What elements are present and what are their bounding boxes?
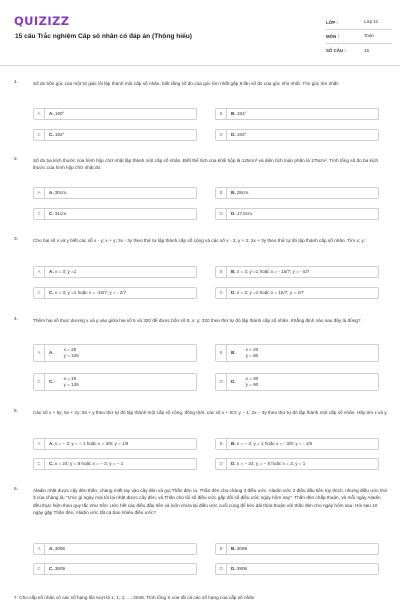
option-letter: C	[34, 374, 45, 390]
answer-option-a[interactable]	[33, 344, 197, 362]
option-text	[45, 441, 128, 447]
option-letter: A	[34, 439, 45, 449]
option-letter: C	[34, 564, 45, 574]
option-label: A.	[49, 110, 54, 116]
option-text	[227, 111, 246, 117]
option-value-pair	[64, 376, 79, 388]
meta-row-class	[326, 16, 392, 30]
question-2	[14, 157, 390, 227]
question-text: Số đo bốn góc của một tứ giác lồi lập thành một cấp số nhân, biết rằng số đo của góc lớn nhất gấp 8 lần số đo của góc nhỏ nhất. Tìm góc lớn nhất:	[33, 81, 340, 86]
option-value: 3609	[54, 565, 66, 571]
option-text	[45, 111, 64, 117]
answer-option-d[interactable]	[215, 563, 379, 575]
option-text	[45, 376, 79, 388]
question-6	[14, 487, 390, 583]
answer-option-d[interactable]	[215, 458, 379, 470]
option-value: 3069	[236, 545, 248, 551]
option-label: A.	[49, 545, 54, 551]
option-letter: B	[216, 439, 227, 449]
option-label: C.	[49, 210, 54, 216]
option-letter: A	[34, 188, 45, 198]
option-value-y: y = 125	[63, 353, 79, 358]
answer-option-d[interactable]	[215, 208, 379, 220]
meta-row-count	[326, 44, 392, 58]
answer-option-a[interactable]	[33, 438, 197, 450]
option-letter: B	[216, 267, 227, 277]
option-value: x = − 3; y = 1 hoặc x = - 3/8; y = - 1/8	[236, 440, 313, 446]
question-5	[14, 409, 390, 475]
option-value: x = 3; y =1 hoặc x = - 15/7; y = - 5/7	[236, 268, 310, 274]
answer-option-a[interactable]	[33, 108, 197, 120]
answer-option-d[interactable]	[215, 129, 379, 141]
option-letter: D	[216, 564, 227, 574]
meta-label: SỐ CÂU :	[326, 48, 346, 54]
answer-option-d[interactable]	[215, 287, 379, 299]
meta-value: Lớp 11	[364, 19, 379, 25]
option-text	[227, 269, 309, 275]
option-text	[45, 132, 64, 138]
option-value: 17,5cm.	[236, 210, 254, 216]
option-letter: D	[216, 209, 227, 219]
answer-option-b[interactable]	[215, 266, 379, 278]
answer-option-a[interactable]	[33, 187, 197, 199]
option-value: 193°	[236, 131, 247, 137]
option-value-y: y = 80	[245, 353, 259, 358]
question-number: 5.	[14, 409, 19, 414]
option-value: x = 3; y =1 hoặc x = -15/7; y = - 2/7	[54, 289, 127, 295]
question-text: Các số x + 6y; 5x + 2y; 8x + y theo thứ tự đó lập thành một cấp số cộng, đồng thời, các số x + 5/3; y − 1; 2x − 3y theo thứ tự đó lập thành một cấp số nhân. Hãy tìm x và y.	[33, 410, 388, 415]
answer-option-c[interactable]	[33, 563, 197, 575]
option-label: D.	[231, 210, 236, 216]
option-label: A.	[49, 268, 54, 274]
option-label: A.	[49, 349, 54, 355]
option-label: B.	[231, 545, 236, 551]
question-1	[14, 80, 390, 150]
option-text	[227, 290, 304, 296]
option-value: x = − 3; y = − 1 hoặc x = 3/8; y = 1/8	[54, 440, 129, 446]
option-letter: D	[216, 130, 227, 140]
option-label: C.	[49, 460, 54, 466]
option-letter: C	[34, 130, 45, 140]
option-label: A.	[49, 189, 54, 195]
answer-option-b[interactable]	[215, 344, 379, 362]
meta-row-subject	[326, 30, 392, 44]
question-number: 6.	[14, 487, 19, 492]
option-text	[45, 546, 65, 552]
option-value-y: y = 145	[63, 382, 79, 387]
answer-option-a[interactable]	[33, 266, 197, 278]
option-letter: A	[34, 109, 45, 119]
page-title: 15 câu Trắc nghiệm Cấp số nhân có đáp án (Thông hiểu)	[15, 33, 192, 40]
question-number: 2.	[14, 157, 19, 162]
option-value: 190°	[54, 110, 65, 116]
option-text	[227, 461, 305, 467]
option-label: C.	[49, 131, 54, 137]
option-value-pair	[246, 376, 259, 388]
question-text: Cho hai số x và y biết các số x - y; x + y; 3x - 3y theo thứ tự lập thành cấp số cộng và các số x - 2; y + 2; 2x + 3y theo thứ tự đó lập thành cấp số nhân. Tìm x; y:	[33, 238, 366, 243]
answer-option-d[interactable]	[215, 373, 379, 391]
option-label: D.	[231, 131, 236, 137]
option-value: x = 3; y =1	[54, 268, 77, 274]
option-label: B.	[231, 349, 236, 355]
meta-label: LỚP :	[326, 19, 338, 25]
option-text	[227, 132, 246, 138]
meta-table	[326, 16, 392, 58]
option-value: x = − 24; y = − 8 hoặc x = 3; y = 1	[236, 460, 306, 466]
option-letter: A	[34, 267, 45, 277]
option-value: x = 24; y = 8 hoặc x = − 3; y = − 1	[54, 460, 124, 466]
option-letter: C	[34, 459, 45, 469]
answer-option-c[interactable]	[33, 458, 197, 470]
option-letter: C	[34, 209, 45, 219]
answer-option-b[interactable]	[215, 108, 379, 120]
answer-option-b[interactable]	[215, 187, 379, 199]
option-label: B.	[231, 440, 236, 446]
option-value-y: y = 90	[245, 382, 259, 387]
option-value: x = 3; y =1 hoặc x = 15/7; y = 2/7	[236, 289, 304, 295]
question-4	[14, 317, 390, 401]
answer-option-b[interactable]	[215, 543, 379, 555]
answer-option-c[interactable]	[33, 373, 197, 391]
meta-value: 15	[364, 47, 370, 53]
option-value-x: x = 15	[63, 375, 77, 381]
option-text	[45, 211, 67, 217]
option-label: D.	[231, 289, 236, 295]
option-value-x: x = 25	[63, 346, 77, 352]
option-letter: D	[216, 459, 227, 469]
option-value-pair	[64, 347, 79, 359]
answer-option-a[interactable]	[33, 543, 197, 555]
option-letter: A	[34, 544, 45, 554]
answer-option-c[interactable]	[33, 129, 197, 141]
option-text	[227, 376, 258, 388]
option-letter: C	[34, 288, 45, 298]
option-label: C.	[49, 378, 54, 384]
option-letter: B	[216, 544, 227, 554]
meta-value: Toán	[364, 33, 374, 39]
option-letter: B	[216, 188, 227, 198]
option-value: 3906	[236, 565, 248, 571]
option-value: 192°	[54, 131, 65, 137]
option-text	[227, 441, 312, 447]
question-text: Thêm hai số thực dương x và y vào giữa hai số 5 và 320 để được bốn số 5; x; y; 320 theo thứ tự đó lập thành cấp số nhân. Khẳng định nào sau đây là đúng?	[33, 318, 361, 323]
question-number: 3.	[14, 237, 19, 242]
answer-option-b[interactable]	[215, 438, 379, 450]
option-value: 28cm.	[236, 189, 250, 195]
option-label: C.	[49, 565, 54, 571]
option-label: B.	[231, 110, 236, 116]
question-text: Số đo ba kích thước của hình hộp chữ nhật lập thành một cấp số nhân. Biết thể tích của khối hộp là 125cm³ và diện tích toàn phần là 175cm². Tính tổng số đo ba kích thước của hình hộp chữ nhật đó.	[33, 158, 379, 171]
question-number: 1.	[14, 80, 19, 85]
option-text	[45, 461, 123, 467]
option-label: B.	[231, 189, 236, 195]
option-letter: D	[216, 374, 227, 390]
option-text	[227, 190, 249, 196]
question-number: 4.	[14, 317, 19, 322]
meta-label: MÔN :	[326, 33, 339, 39]
option-text	[227, 546, 247, 552]
option-letter: B	[216, 345, 227, 361]
option-value-pair	[246, 347, 259, 359]
question-3	[14, 237, 390, 309]
option-text	[227, 566, 247, 572]
option-text	[45, 290, 126, 296]
question-text: Aladin nhặt được cây đèn thần, chàng miết tay vào cây đèn và gọi Thần đèn ra. Thần đèn cho chàng 3 điều ước. Aladin ước 2 điều đầu tiên tùy thích, nhưng điều ước thứ 3 của chàng là: "Ước gì ngày mai tôi lại nhặt được cây đèn, và Thần cho tôi số điều ước gấp đôi số điều ước ngày hôm nay". Thần đèn chấp thuận, và mỗi ngày Aladin đều thực hiện theo quy tắc như trên: ước hết các điều đầu tiên và luôn chừa lại điều ước cuối cùng để kéo dài thỏa thuận với thần đèn cho ngày hôm sau. Hỏi sau 10 ngày gặp Thần đèn, Aladin ước tất cả bao nhiêu điều ước?	[33, 488, 388, 515]
option-label: D.	[231, 378, 236, 384]
option-text	[45, 269, 76, 275]
answer-option-c[interactable]	[33, 287, 197, 299]
option-value: 30cm.	[54, 189, 68, 195]
option-label: A.	[49, 440, 54, 446]
option-text	[45, 566, 65, 572]
option-value: 3096	[54, 545, 66, 551]
option-value: 31cm.	[54, 210, 68, 216]
option-text	[227, 211, 253, 217]
option-label: B.	[231, 268, 236, 274]
option-label: D.	[231, 460, 236, 466]
option-value-x: x = 20	[245, 346, 259, 352]
option-letter: D	[216, 288, 227, 298]
header-divider	[0, 65, 400, 66]
option-text	[227, 347, 258, 359]
option-letter: B	[216, 109, 227, 119]
option-label: D.	[231, 565, 236, 571]
quizizz-logo: QUIZIZZ	[14, 14, 70, 28]
option-text	[45, 190, 67, 196]
option-value: 191°	[236, 110, 247, 116]
answer-option-c[interactable]	[33, 208, 197, 220]
option-letter: A	[34, 345, 45, 361]
next-question-partial: 7. Cho cấp số nhân có các số hạng lần lượt là 1; 1; 1; ...; 2048. Tính tổng S của tất cả các số hạng của cấp số nhân	[14, 595, 255, 600]
option-text	[45, 347, 79, 359]
option-label: C.	[49, 289, 54, 295]
option-value-x: x = 30	[245, 375, 259, 381]
